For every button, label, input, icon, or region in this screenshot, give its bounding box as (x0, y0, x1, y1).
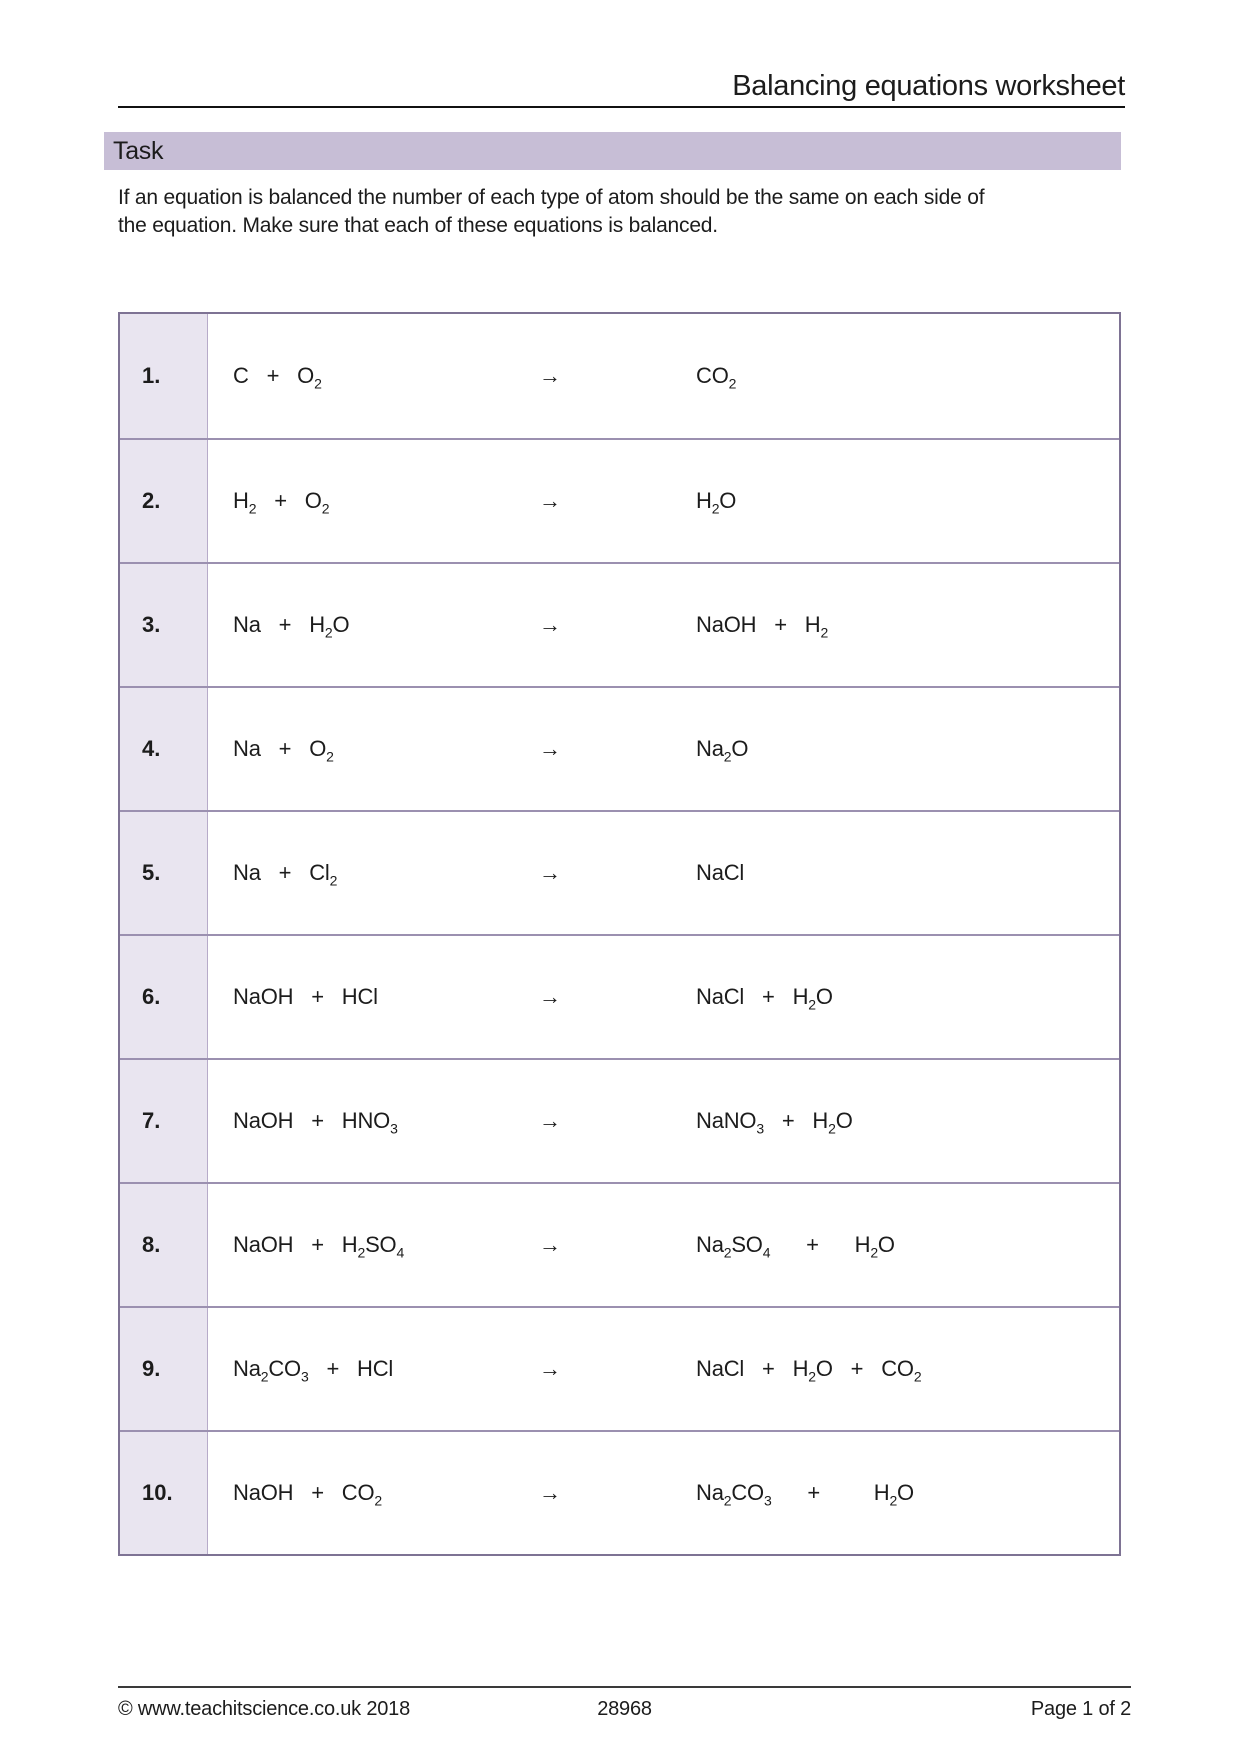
row-number: 9. (142, 1356, 161, 1381)
equation-cell (209, 1308, 1119, 1430)
instructions-text (118, 184, 1108, 239)
equation-reactants: $Na_2CO_3$ + HCl (233, 1356, 394, 1385)
equation-products: NaCl + $H_2O + CO_2$ (696, 1356, 922, 1385)
reaction-arrow-icon: → (539, 363, 561, 388)
row-number-cell (120, 314, 208, 438)
reaction-arrow-icon: → (539, 488, 561, 513)
row-number: 7. (142, 1108, 161, 1133)
equation-products: $CO_2$ (696, 363, 737, 392)
equation-reactants: NaOH + $H_2SO_4$ (233, 1232, 405, 1261)
instructions-line-1: If an equation is balanced the number of each type of atom should be the same on each side of (118, 186, 985, 209)
row-number-cell (120, 1184, 208, 1306)
row-number: 2. (142, 488, 161, 513)
row-number-cell (120, 1308, 208, 1430)
table-row (120, 438, 1119, 562)
equation-products: NaCl (696, 860, 745, 885)
equation-products: NaCl + $H_2O$ (696, 984, 833, 1013)
equation-products: NaNO$_3$ + $H_2O$ (696, 1108, 853, 1137)
reaction-arrow-icon: → (539, 984, 561, 1009)
table-row (120, 1306, 1119, 1430)
table-row (120, 686, 1119, 810)
page-title: Balancing equations worksheet (732, 70, 1125, 102)
row-number: 6. (142, 984, 161, 1009)
equation-reactants: $Na + O_2$ (233, 736, 334, 765)
equation-products: NaOH + $H_2$ (696, 612, 829, 641)
row-number: 10. (142, 1480, 173, 1505)
reaction-arrow-icon: → (539, 1480, 561, 1505)
row-number-cell (120, 1060, 208, 1182)
row-number-cell (120, 1432, 208, 1554)
equation-products: $Na_2O$ (696, 736, 749, 765)
footer-copyright: © www.teachitscience.co.uk 2018 (118, 1698, 411, 1720)
equation-products: $H_2O$ (696, 488, 737, 517)
header-rule (118, 106, 1125, 108)
equation-reactants: $C + O_2$ (233, 363, 322, 392)
row-number-cell (120, 440, 208, 562)
page-footer (118, 1698, 1131, 1721)
equation-reactants: NaOH + $HNO_3$ (233, 1108, 398, 1137)
footer-rule (118, 1686, 1131, 1688)
footer-page-number: Page 1 of 2 (1030, 1698, 1132, 1720)
reaction-arrow-icon: → (539, 1356, 561, 1381)
reaction-arrow-icon: → (539, 612, 561, 637)
row-number: 5. (142, 860, 161, 885)
equation-reactants: NaOH + $CO_2$ (233, 1480, 382, 1509)
footer-doc-id: 28968 (597, 1698, 652, 1720)
table-row (120, 1182, 1119, 1306)
equation-cell (209, 1060, 1119, 1182)
equation-reactants: $H_2 + O_2$ (233, 488, 330, 517)
instructions-line-2: the equation. Make sure that each of these equations is balanced. (118, 213, 718, 237)
row-number: 3. (142, 612, 161, 637)
equations-table (118, 312, 1121, 1556)
row-number-cell (120, 564, 208, 686)
equation-products: $Na_2CO_3 + H_2O$ (696, 1480, 914, 1509)
table-row (120, 1058, 1119, 1182)
reaction-arrow-icon: → (539, 1108, 561, 1133)
equation-cell (209, 1184, 1119, 1306)
equation-cell (209, 564, 1119, 686)
row-number: 8. (142, 1232, 161, 1257)
table-row (120, 314, 1119, 438)
row-number-cell (120, 936, 208, 1058)
table-row (120, 810, 1119, 934)
row-number-cell (120, 688, 208, 810)
row-number-cell (120, 812, 208, 934)
equation-cell (209, 812, 1119, 934)
equation-products: $Na_2SO_4 + H_2O$ (696, 1232, 895, 1261)
equation-reactants: NaOH + HCl (233, 984, 378, 1009)
equation-reactants: $Na + H_2O$ (233, 612, 350, 641)
equation-cell (209, 440, 1119, 562)
table-row (120, 934, 1119, 1058)
equation-cell (209, 936, 1119, 1058)
equation-cell (209, 688, 1119, 810)
task-heading-label: Task (113, 136, 164, 165)
reaction-arrow-icon: → (539, 736, 561, 761)
reaction-arrow-icon: → (539, 860, 561, 885)
row-number: 4. (142, 736, 161, 761)
equation-cell (209, 1432, 1119, 1554)
equation-reactants: $Na + Cl_2$ (233, 860, 338, 889)
row-number: 1. (142, 363, 161, 388)
equation-cell (209, 314, 1119, 438)
table-row (120, 1430, 1119, 1554)
table-row (120, 562, 1119, 686)
task-heading-bar (104, 132, 1121, 170)
reaction-arrow-icon: → (539, 1232, 561, 1257)
